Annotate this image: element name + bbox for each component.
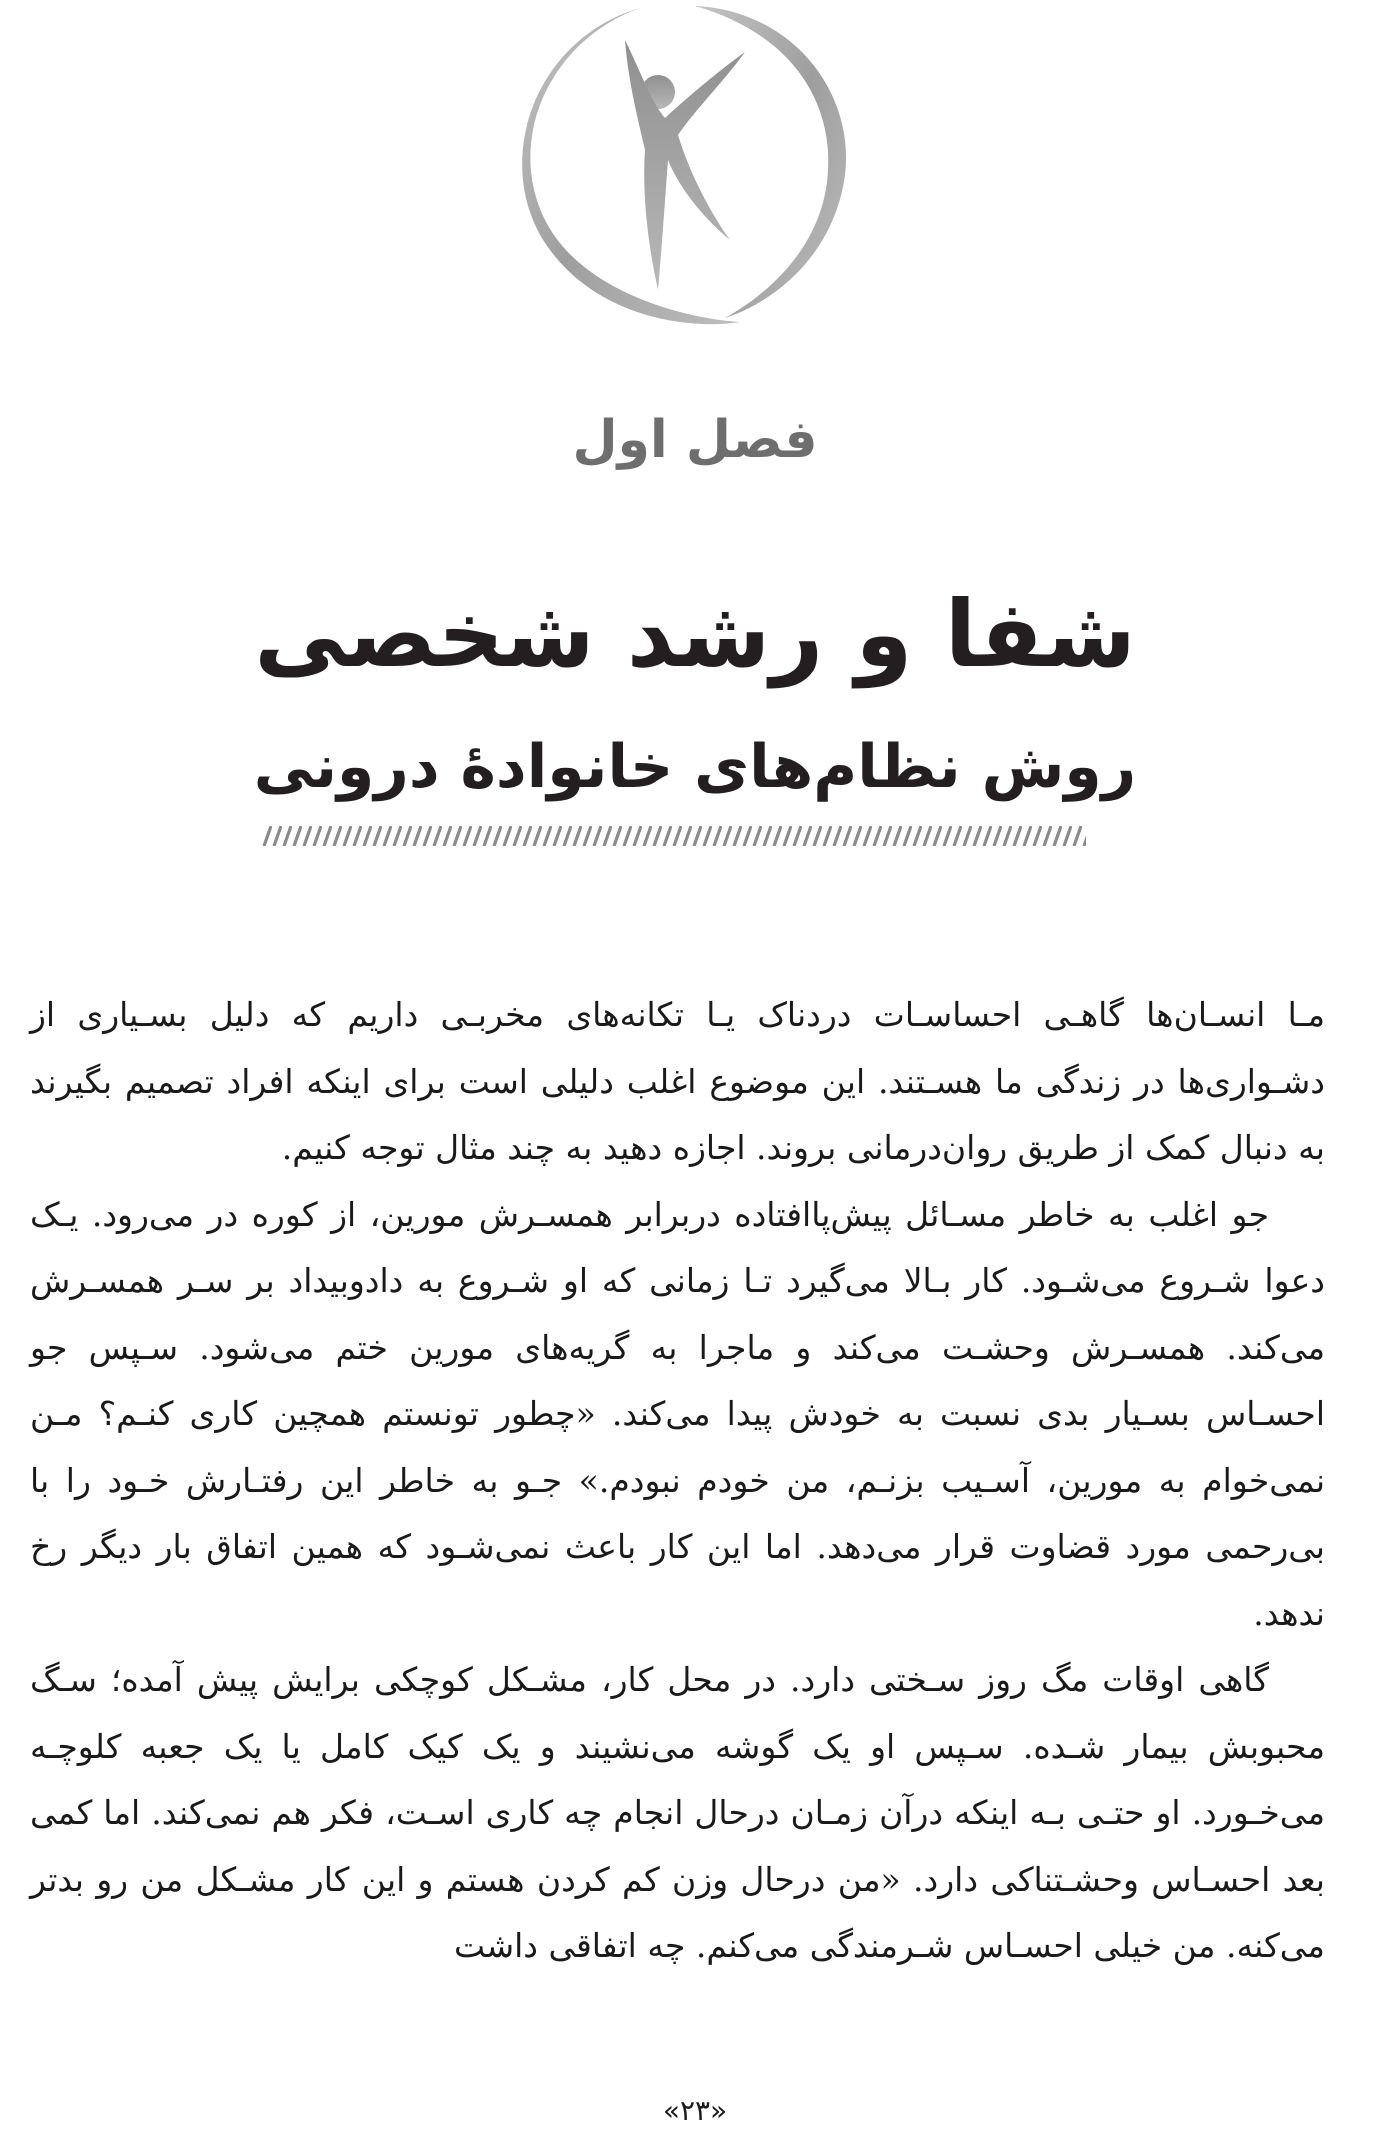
body-text [30,982,1325,1980]
paragraph: جو اغلب به خاطر مسـائل پیش‌پاافتاده دربرابر همسـرش مورین، از کوره در می‌رود. یـک دعوا شـروع می‌شـود. کار بـالا می‌گیرد تـا زمانی که او شـروع به دادوبیداد بر سـر همسـرش می‌کند. همسـرش وحشـت می‌کند و ماجرا به گریه‌های مورین ختم می‌شود. سـپس جو احسـاس بسـیار بدی نسبت به خودش پیدا می‌کند. «چطور تونستم همچین کاری کنـم؟ مـن نمی‌خوام به مورین، آسـیب بزنـم، من خودم نبودم.» جـو به خاطر این رفتـارش خـود را با بی‌رحمی مورد قضاوت قرار می‌دهد. اما این کار باعث نمی‌شـود که همین اتفاق بار دیگر رخ ندهد. [30,1194,1325,1633]
page-number: «۲۳» [662,2094,728,2127]
page-title: شفا و رشد شخصی [254,581,1136,688]
paragraph: مـا انسـان‌ها گاهـی احساسـات دردناک یـا تکانه‌های مخربـی داریم که دلیل بسـیاری از دشـواری‌ها در زندگی ما هسـتند. این موضوع اغلب دلیلی است برای اینکه افراد تصمیم بگیرند به دنبال کمک از طریق روان‌درمانی بروند. اجازه دهید به چند مثال توجه کنیم. [30,995,1325,1167]
chapter-label: فصل اول [572,410,818,470]
hatched-divider [262,826,1086,846]
paragraph: گاهی اوقات مگ روز سـختی دارد. در محل کار، مشـکل کوچکی برایش پیش آمده؛ سـگ محبوبش بیمار شـده. سـپس او یک گوشه می‌نشیند و یک کیک کامل یا یک جعبه کلوچـه می‌خـورد. او حتـی بـه اینکه درآن زمـان درحال انجام چه کاری اسـت، فکر هم نمی‌کند. اما کمی بعد احسـاس وحشـتناکی دارد. «من درحال وزن کم کردن هستم و این کار مشـکل من رو بدتر می‌کنه. من خیلی احسـاس شـرمندگی می‌کنم. چه اتفاقی داشت [30,1660,1325,1965]
page-subtitle: روش نظام‌های خانوادۀ درونی [253,732,1137,802]
figure-in-circle-logo [490,0,860,330]
